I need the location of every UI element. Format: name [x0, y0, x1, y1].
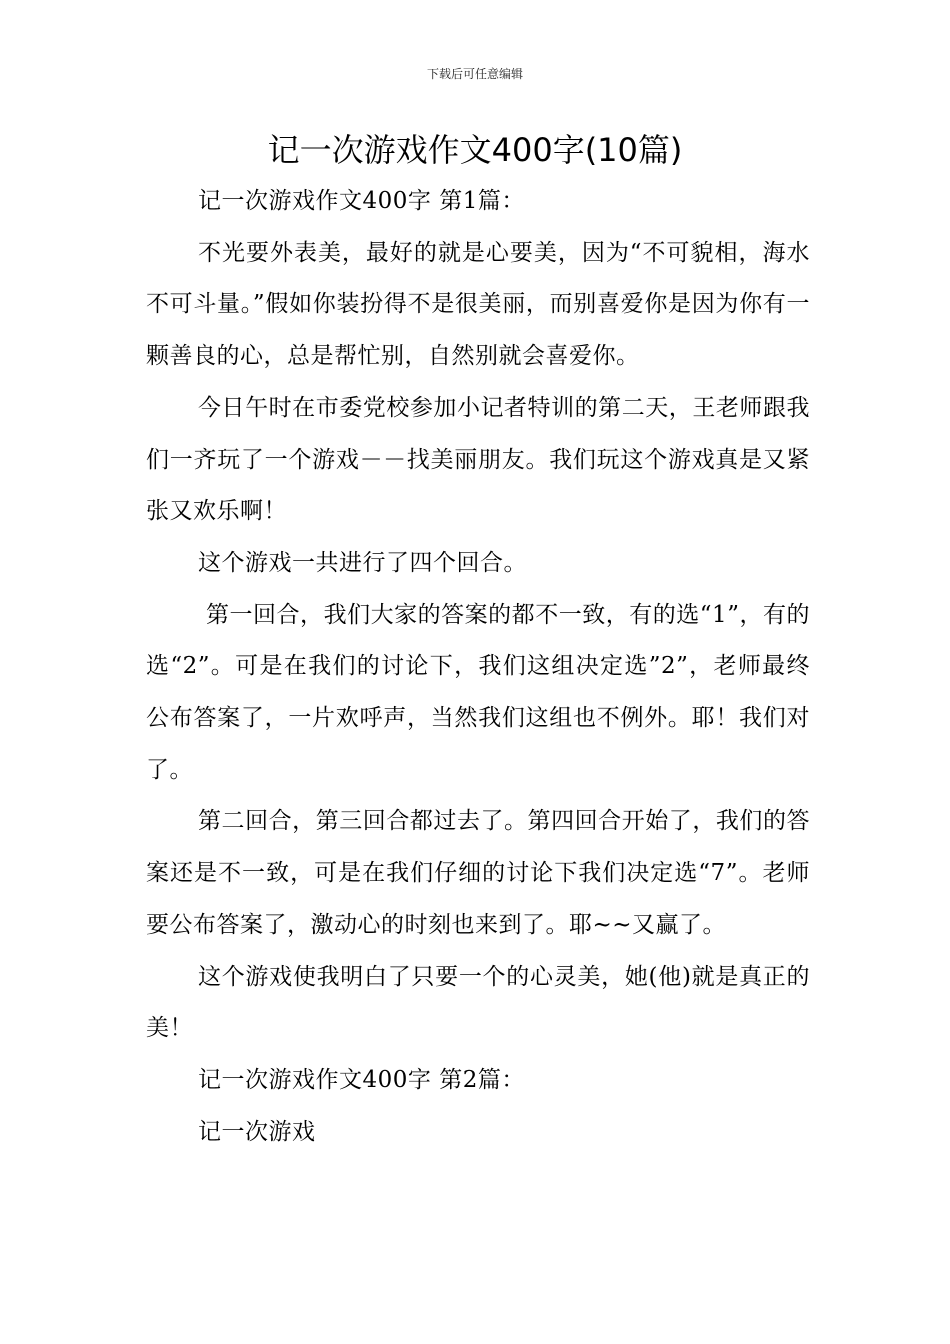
paragraph: 第一回合，我们大家的答案的都不一致，有的选“1”，有的选“2”。可是在我们的讨论下，我们这组决定选”2”，老师最终公布答案了，一片欢呼声，当然我们这组也不例外。耶！我们对了。 — [146, 601, 810, 783]
header-note: 下载后可任意编辑 — [426, 67, 523, 81]
document-body — [146, 176, 810, 1158]
paragraph: 这个游戏一共进行了四个回合。 — [198, 549, 527, 576]
paragraph: 今日午时在市委党校参加小记者特训的第二天，王老师跟我们一齐玩了一个游戏－－找美丽朋友。我们玩这个游戏真是又紧张又欢乐啊！ — [146, 394, 810, 525]
paragraph: 记一次游戏 — [198, 1118, 316, 1145]
paragraph: 这个游戏使我明白了只要一个的心灵美，她(他)就是真正的美！ — [146, 963, 810, 1042]
section-heading-1: 记一次游戏作文400字 第1篇： — [198, 188, 525, 214]
paragraph: 不光要外表美，最好的就是心要美，因为“不可貌相，海水不可斗量。”假如你装扮得不是很美丽，而别喜爱你是因为你有一颗善良的心，总是帮忙别，自然别就会喜爱你。 — [146, 239, 810, 370]
document-title: 记一次游戏作文400字(10篇) — [267, 131, 683, 169]
section-heading-2: 记一次游戏作文400字 第2篇： — [198, 1066, 525, 1093]
paragraph: 第二回合，第三回合都过去了。第四回合开始了，我们的答案还是不一致，可是在我们仔细的讨论下我们决定选“7”。老师要公布答案了，激动心的时刻也来到了。耶~~又赢了。 — [146, 808, 810, 938]
